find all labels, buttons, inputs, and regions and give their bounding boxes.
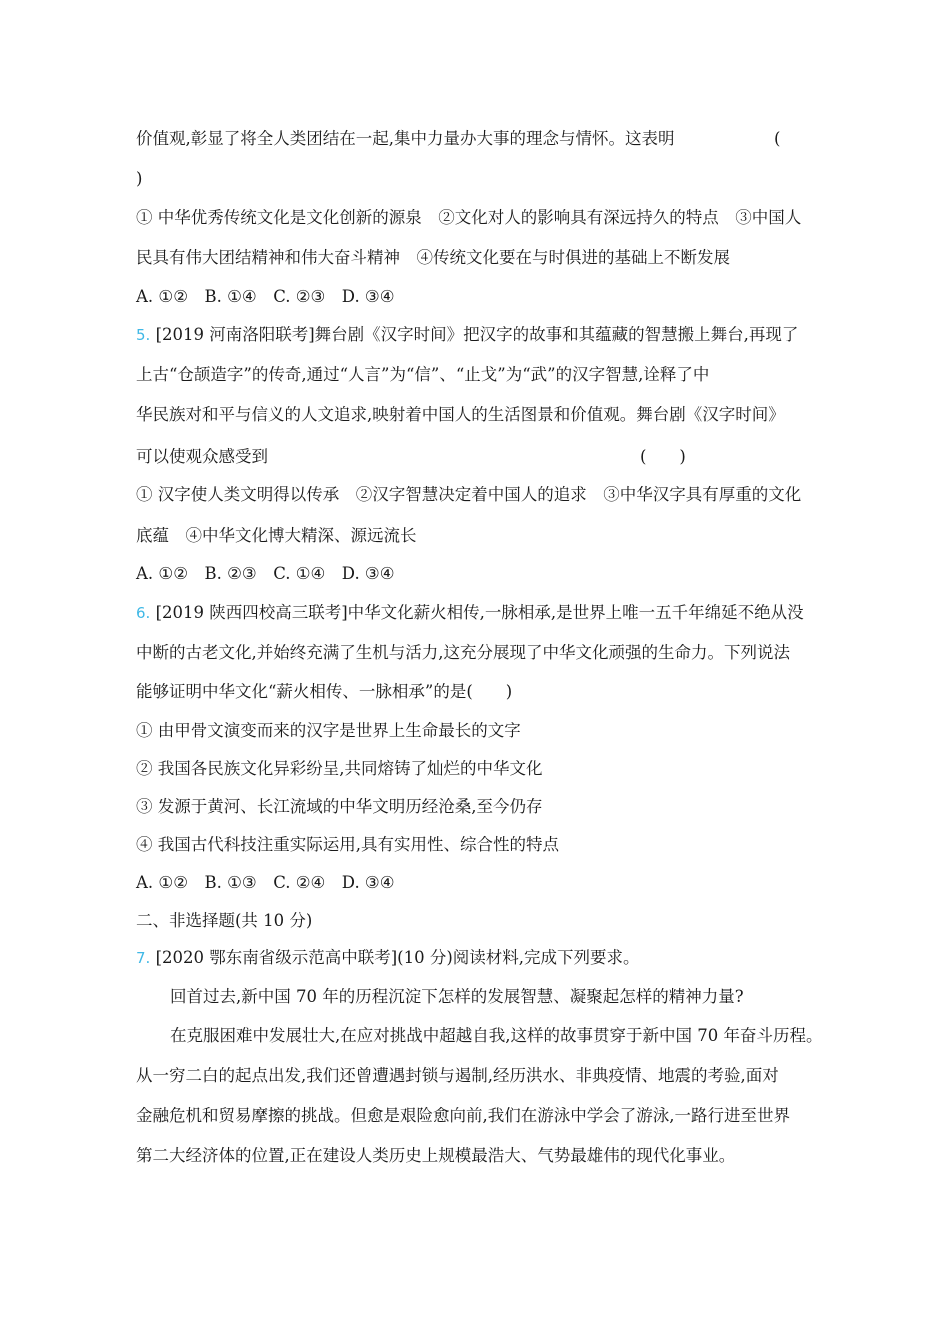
q7-stem-text: [2020 鄂东南省级示范高中联考](10 分)阅读材料,完成下列要求。 — [155, 948, 640, 967]
q7-stem-line — [136, 947, 640, 969]
section-heading: 二、非选择题(共 10 分) — [136, 911, 313, 930]
q4-stem-line: 价值观,彰显了将全人类团结在一起,集中力量办大事的理念与情怀。这表明 — [136, 129, 675, 148]
q5-options-line-2: 底蕴 ④中华文化博大精深、源远流长 — [136, 526, 417, 545]
q6-option-4: ④ 我国古代科技注重实际运用,具有实用性、综合性的特点 — [136, 835, 559, 854]
q5-stem-line-4: 可以使观众感受到 — [136, 447, 268, 466]
q4-options-line-2: 民具有伟大团结精神和伟大奋斗精神 ④传统文化要在与时俱进的基础上不断发展 — [136, 248, 730, 267]
q7-number: 7. — [136, 949, 151, 967]
q6-choices: A. ①② B. ①③ C. ②④ D. ③④ — [136, 873, 395, 892]
q7-material-paragraph-2-line-4: 第二大经济体的位置,正在建设人类历史上规模最浩大、气势最雄伟的现代化事业。 — [136, 1146, 736, 1165]
q5-stem-line-1 — [136, 324, 798, 346]
q4-answer-paren-open: ( — [774, 129, 781, 148]
q5-options-line-1: ① 汉字使人类文明得以传承 ②汉字智慧决定着中国人的追求 ③中华汉字具有厚重的文化 — [136, 485, 802, 504]
q5-stem-line-2: 上古“仓颉造字”的传奇,通过“人言”为“信”、“止戈”为“武”的汉字智慧,诠释了中 — [136, 365, 710, 384]
q5-answer-paren: ( ) — [640, 447, 686, 466]
q4-choices: A. ①② B. ①④ C. ②③ D. ③④ — [136, 287, 395, 306]
q7-material-paragraph-2-line-3: 金融危机和贸易摩擦的挑战。但愈是艰险愈向前,我们在游泳中学会了游泳,一路行进至世界 — [136, 1106, 790, 1125]
q5-stem-text: [2019 河南洛阳联考]舞台剧《汉字时间》把汉字的故事和其蕴藏的智慧搬上舞台,再现了 — [155, 325, 799, 344]
q5-choices: A. ①② B. ②③ C. ①④ D. ③④ — [136, 564, 395, 583]
q6-option-2: ② 我国各民族文化异彩纷呈,共同熔铸了灿烂的中华文化 — [136, 759, 543, 778]
q7-material-paragraph-1: 回首过去,新中国 70 年的历程沉淀下怎样的发展智慧、凝聚起怎样的精神力量? — [170, 987, 744, 1006]
q7-material-paragraph-2-line-1: 在克服困难中发展壮大,在应对挑战中超越自我,这样的故事贯穿于新中国 70 年奋斗历程。 — [170, 1026, 823, 1045]
q4-options-line-1: ① 中华优秀传统文化是文化创新的源泉 ②文化对人的影响具有深远持久的特点 ③中国人 — [136, 208, 802, 227]
q6-stem-line-2: 中断的古老文化,并始终充满了生机与活力,这充分展现了中华文化顽强的生命力。下列说法 — [136, 643, 790, 662]
q5-stem-line-3: 华民族对和平与信义的人文追求,映射着中国人的生活图景和价值观。舞台剧《汉字时间》 — [136, 405, 785, 424]
q6-number: 6. — [136, 604, 151, 622]
q7-material-paragraph-2-line-2: 从一穷二白的起点出发,我们还曾遭遇封锁与遏制,经历洪水、非典疫情、地震的考验,面对 — [136, 1066, 779, 1085]
q6-option-1: ① 由甲骨文演变而来的汉字是世界上生命最长的文字 — [136, 721, 521, 740]
q6-option-3: ③ 发源于黄河、长江流域的中华文明历经沧桑,至今仍存 — [136, 797, 543, 816]
q6-stem-line-3: 能够证明中华文化“薪火相传、一脉相承”的是( ) — [136, 682, 513, 701]
q4-answer-paren-close: ) — [136, 169, 143, 188]
q6-stem-text: [2019 陕西四校高三联考]中华文化薪火相传,一脉相承,是世界上唯一五千年绵延不绝从没 — [155, 603, 804, 622]
q6-stem-line-1 — [136, 602, 804, 624]
q5-number: 5. — [136, 326, 151, 344]
